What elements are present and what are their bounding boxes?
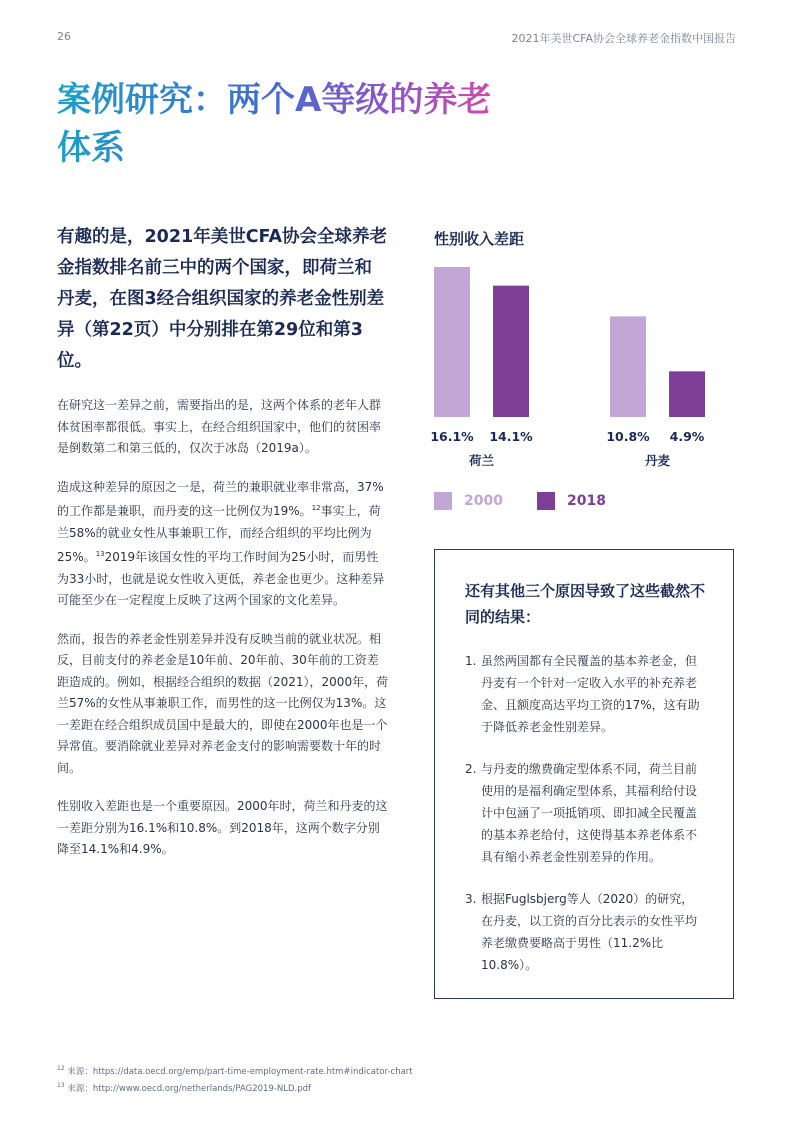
list-text: 与丹麦的缴费确定型体系不同，荷兰目前使用的是福利确定型体系，其福利给付设计中包涵了一项抵销项、即扣减全民覆盖的基本养老给付，这使得基本养老体系不具有缩小养老金性别差异的作用。 [481,762,698,864]
lead-paragraph: 有趣的是，2021年美世CFA协会全球养老金指数排名前三中的两个国家，即荷兰和丹麦，在图3经合组织国家的养老金性别差异（第22页）中分别排在第29位和第3位。 [57,227,388,371]
footnote-ref[interactable]: 12 [311,504,321,512]
bar-value-label: 16.1% [430,429,474,444]
paragraph [57,477,389,612]
sidebar-box [434,549,734,999]
page-title: 案例研究：两个A等级的养老体系 [57,76,497,172]
footnote [57,1079,413,1096]
bar-2018-丹麦 [669,371,705,417]
paragraph: 在研究这一差异之前，需要指出的是，这两个体系的老年人群体贫困率都很低。事实上，在经合组织国家中，他们的贫困率是倒数第二和第三低的，仅次于冰岛（2019a）。 [57,398,382,455]
bar-2000-荷兰 [434,267,470,417]
list-item [465,888,705,976]
legend-label-2018: 2018 [566,493,606,509]
list-text: 根据Fuglsbjerg等人（2020）的研究，在丹麦，以工资的百分比表示的女性平均养老缴费要略高于男性（11.2%比10.8%）。 [481,892,698,972]
category-label: 荷兰 [468,453,495,468]
running-header: 2021年美世CFA协会全球养老金指数中国报告 [511,32,736,45]
paragraph-text: 造成这种差异的原因之一是，荷兰的兼职就业率非常高，37%的工作都是兼职，而丹麦的这一比例仅为19%。 [57,479,384,518]
bar-2018-荷兰 [493,286,529,417]
paragraph-text: 2019年该国女性的平均工作时间为25小时，而男性为33小时，也就是说女性收入更低，养老金也更少。这种差异可能至少在一定程度上反映了这两个国家的文化差异。 [57,550,385,607]
category-label: 丹麦 [644,453,671,468]
bar-2000-丹麦 [610,316,646,417]
reason-list [465,650,705,976]
footnote-mark: 12 [57,1065,65,1072]
paragraph-text: 事实上，荷兰58%的就业女性从事兼职工作，而经合组织的平均比例为25%。 [57,504,381,564]
footnote-text[interactable]: 来源：http://www.oecd.org/netherlands/PAG2019-NLD.pdf [67,1083,312,1094]
list-number: 1. [465,654,477,668]
paragraph: 性别收入差距也是一个重要原因。2000年时，荷兰和丹麦的这一差距分别为16.1%和10.8%。到2018年，这两个数字分别降至14.1%和4.9%。 [57,799,388,856]
list-text: 虽然两国都有全民覆盖的基本养老金，但丹麦有一个针对一定收入水平的补充养老金、且额度高达平均工资的17%，这有助于降低养老金性别差异。 [481,654,700,734]
bar-chart [420,255,720,475]
chart-legend [434,492,640,510]
chart-title: 性别收入差距 [434,230,525,248]
page-number: 26 [57,30,71,43]
list-item [465,758,705,868]
footnotes [57,1062,413,1096]
legend-label-2000: 2000 [464,493,503,509]
bar-value-label: 14.1% [489,429,533,444]
legend-swatch-2000 [434,492,452,510]
footnote-text[interactable]: 来源：https://data.oecd.org/emp/part-time-employment-rate.htm#indicator-chart [67,1066,413,1077]
legend-swatch-2018 [537,492,555,510]
list-number: 3. [465,892,477,906]
footnote-ref[interactable]: 13 [95,550,105,558]
body-text [57,395,389,878]
list-number: 2. [465,762,477,776]
footnote [57,1062,413,1079]
bar-value-label: 4.9% [669,429,705,444]
footnote-mark: 13 [57,1081,65,1089]
list-item [465,650,705,738]
paragraph: 然而，报告的养老金性别差异并没有反映当前的就业状况。相反，目前支付的养老金是10年前、20年前、30年前的工资差距造成的。例如，根据经合组织的数据（2021），2000年，荷兰57%的女性从事兼职工作，而男性的这一比例仅为13%。这一差距在经合组织成员国中是最大的，即使在2000年也是一个异常值。要消除就业差异对养老金支付的影响需要数十年的时间。 [57,631,389,775]
bar-value-label: 10.8% [606,429,650,444]
box-title: 还有其他三个原因导致了这些截然不同的结果： [465,582,706,626]
